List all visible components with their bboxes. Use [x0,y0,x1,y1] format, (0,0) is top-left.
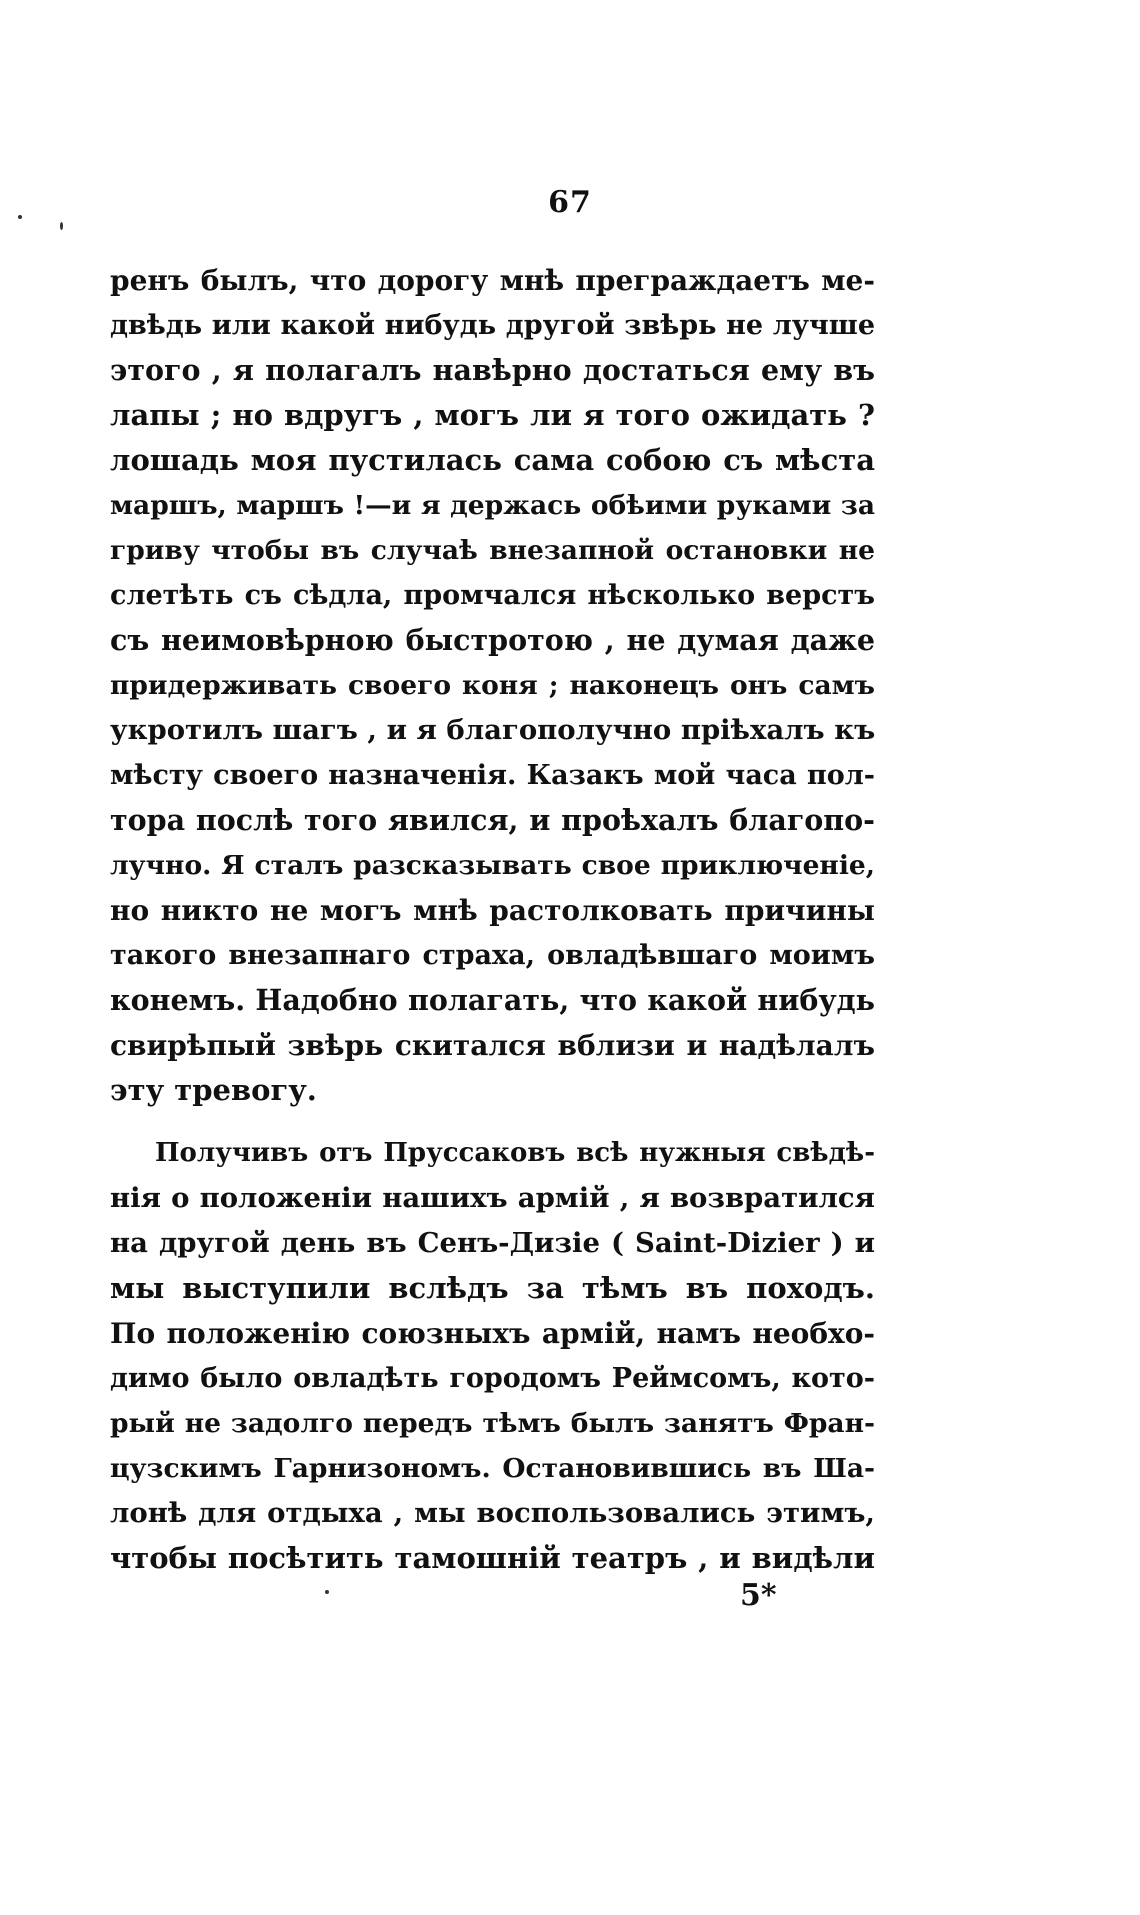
text-line: Получивъ отъ Пруссаковъ всѣ нужныя свѣдѣ- [155,1138,875,1168]
text-line: цузскимъ Гарнизономъ. Остановившись въ Ша- [110,1453,875,1484]
text-line: такого внезапнаго страха, овладѣвшаго моимъ [110,940,875,971]
text-line: рый не задолго передъ тѣмъ былъ занятъ Фран- [110,1408,875,1439]
text-line: съ неимовѣрною быстротою , не думая даже [110,623,875,657]
text-line: придерживать своего коня ; наконецъ онъ самъ [110,670,875,701]
text-line: лошадь моя пустилась сама собою съ мѣста [110,443,875,477]
print-speck [18,215,22,219]
text-line: лучно. Я сталъ разсказывать свое приключеніе, [110,850,875,881]
text-line: укротилъ шагъ , и я благополучно пріѣхалъ къ [110,714,875,746]
text-line: По положенію союзныхъ армій, намъ необхо- [110,1317,875,1350]
page-number: 67 [548,185,592,220]
text-line: конемъ. Надобно полагать, что какой нибудь [110,983,875,1017]
text-line: ренъ былъ, что дорогу мнѣ преграждаетъ ме- [110,264,875,297]
text-line: тора послѣ того явился, и проѣхалъ благопо- [110,803,875,837]
print-speck [325,1590,329,1594]
paragraph-gap [110,1113,875,1131]
text-line: димо было овладѣть городомъ Реймсомъ, кото- [110,1363,875,1394]
text-line: лапы ; но вдругъ , могъ ли я того ожидать ? [110,398,875,432]
text-line: маршъ, маршъ !—и я держась обѣими руками за [110,490,875,521]
text-line: мѣсту своего назначенія. Казакъ мой часа пол- [110,760,875,791]
text-line: на другой день въ Сенъ-Дизіе ( Saint-Dizier ) и [110,1227,875,1259]
text-line: свирѣпый звѣрь скитался вблизи и надѣлалъ [110,1029,875,1062]
text-line: чтобы посѣтить тамошній театръ , и видѣли [110,1541,875,1575]
text-line: мы выступили вслѣдъ за тѣмъ въ походъ. [110,1271,875,1305]
paragraph-2 [110,1131,875,1581]
text-line: но никто не могъ мнѣ растолковать причины [110,894,875,927]
text-line: двѣдь или какой нибудь другой звѣрь не лучше [110,310,875,341]
signature-mark: 5* [740,1578,777,1613]
text-line: лонѣ для отдыха , мы воспользовались этимъ, [110,1497,875,1529]
print-speck [60,222,63,230]
text-line: гриву чтобы въ случаѣ внезапной остановки не [110,535,875,566]
text-line: слетѣть съ сѣдла, промчался нѣсколько верстъ [110,580,875,611]
text-line: нія о положеніи нашихъ армій , я возвратился [110,1182,875,1214]
text-line: этого , я полагалъ навѣрно достаться ему въ [110,353,875,387]
paragraph-1 [110,258,875,1113]
body-text [110,258,875,1581]
text-line: эту тревогу. [110,1073,317,1107]
